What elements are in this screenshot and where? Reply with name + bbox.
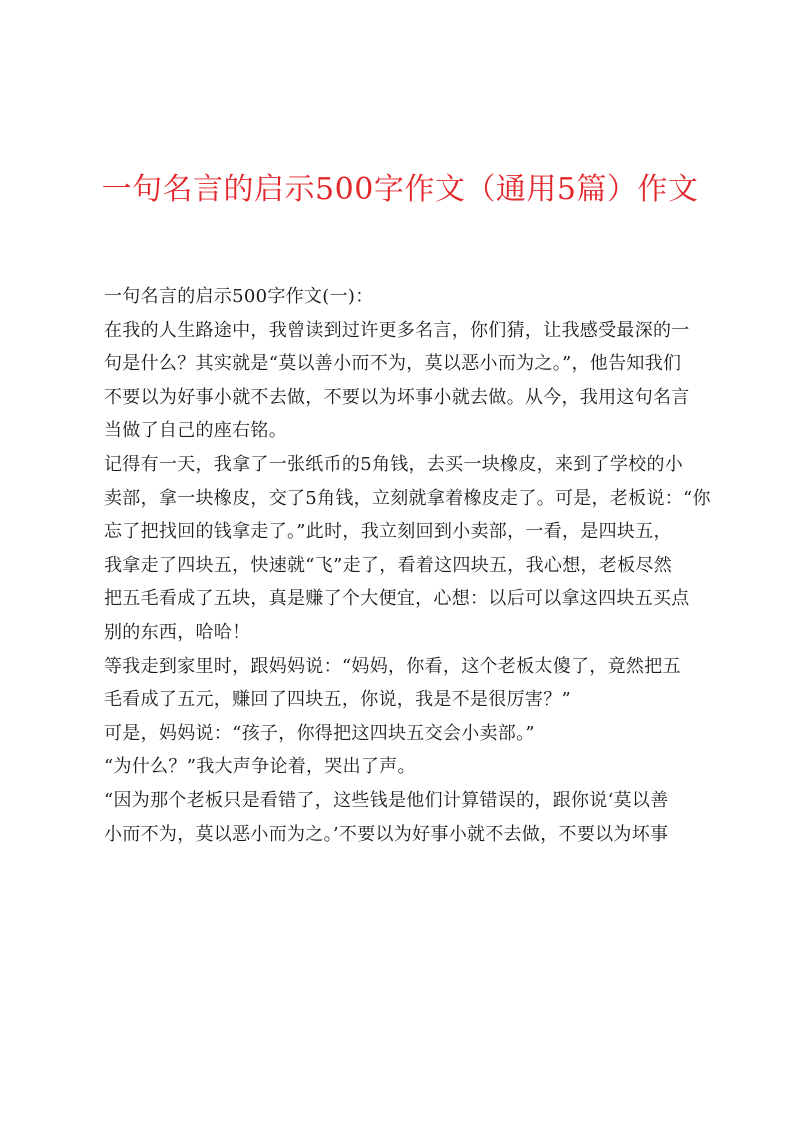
paragraph-line: 我拿走了四块五，快速就“飞”走了，看着这四块五，我心想，老板尽然: [104, 554, 673, 576]
paragraph-line: 在我的人生路途中，我曾读到过许更多名言，你们猜，让我感受最深的一: [104, 319, 690, 341]
document-title: 一句名言的启示500字作文（通用5篇）作文: [101, 172, 699, 207]
paragraph-line: 卖部，拿一块橡皮，交了5角钱，立刻就拿着橡皮走了。可是，老板说：“你: [104, 487, 711, 509]
section-heading: [104, 280, 714, 314]
paragraph: [104, 448, 714, 650]
paragraph: [104, 314, 714, 448]
paragraph: [104, 784, 714, 851]
paragraph-line: 等我走到家里时，跟妈妈说：“妈妈，你看，这个老板太傻了，竟然把五: [104, 655, 681, 677]
paragraph-line: “因为那个老板只是看错了，这些钱是他们计算错误的，跟你说‘莫以善: [104, 789, 669, 811]
paragraph-line: 小而不为，莫以恶小而为之。’不要以为好事小就不去做，不要以为坏事: [104, 823, 669, 845]
paragraph-line: 毛看成了五元，赚回了四块五，你说，我是不是很厉害？”: [104, 689, 571, 711]
paragraph-line: 不要以为好事小就不去做，不要以为坏事小就去做。从今，我用这句名言: [104, 386, 690, 408]
paragraph: [104, 650, 714, 717]
section-heading-text: 一句名言的启示500字作文(一)：: [104, 286, 374, 307]
paragraph: [104, 717, 714, 751]
paragraph-line: 可是，妈妈说：“孩子，你得把这四块五交会小卖部。”: [104, 722, 535, 744]
paragraph-line: 句是什么？其实就是“莫以善小而不为，莫以恶小而为之。”，他告知我们: [104, 353, 682, 375]
paragraph-line: 别的东西，哈哈！: [104, 621, 251, 643]
document-body: [104, 280, 714, 851]
paragraph: [104, 750, 714, 784]
paragraph-line: “为什么？”我大声争论着，哭出了声。: [104, 756, 416, 778]
paragraph-line: 把五毛看成了五块，真是赚了个大便宜，心想：以后可以拿这四块五买点: [104, 588, 690, 610]
paragraph-line: 记得有一天，我拿了一张纸币的5角钱，去买一块橡皮，来到了学校的小: [104, 453, 684, 475]
paragraph-line: 当做了自己的座右铭。: [104, 420, 287, 442]
paragraph-line: 忘了把找回的钱拿走了。”此时，我立刻回到小卖部，一看，是四块五，: [104, 521, 672, 543]
